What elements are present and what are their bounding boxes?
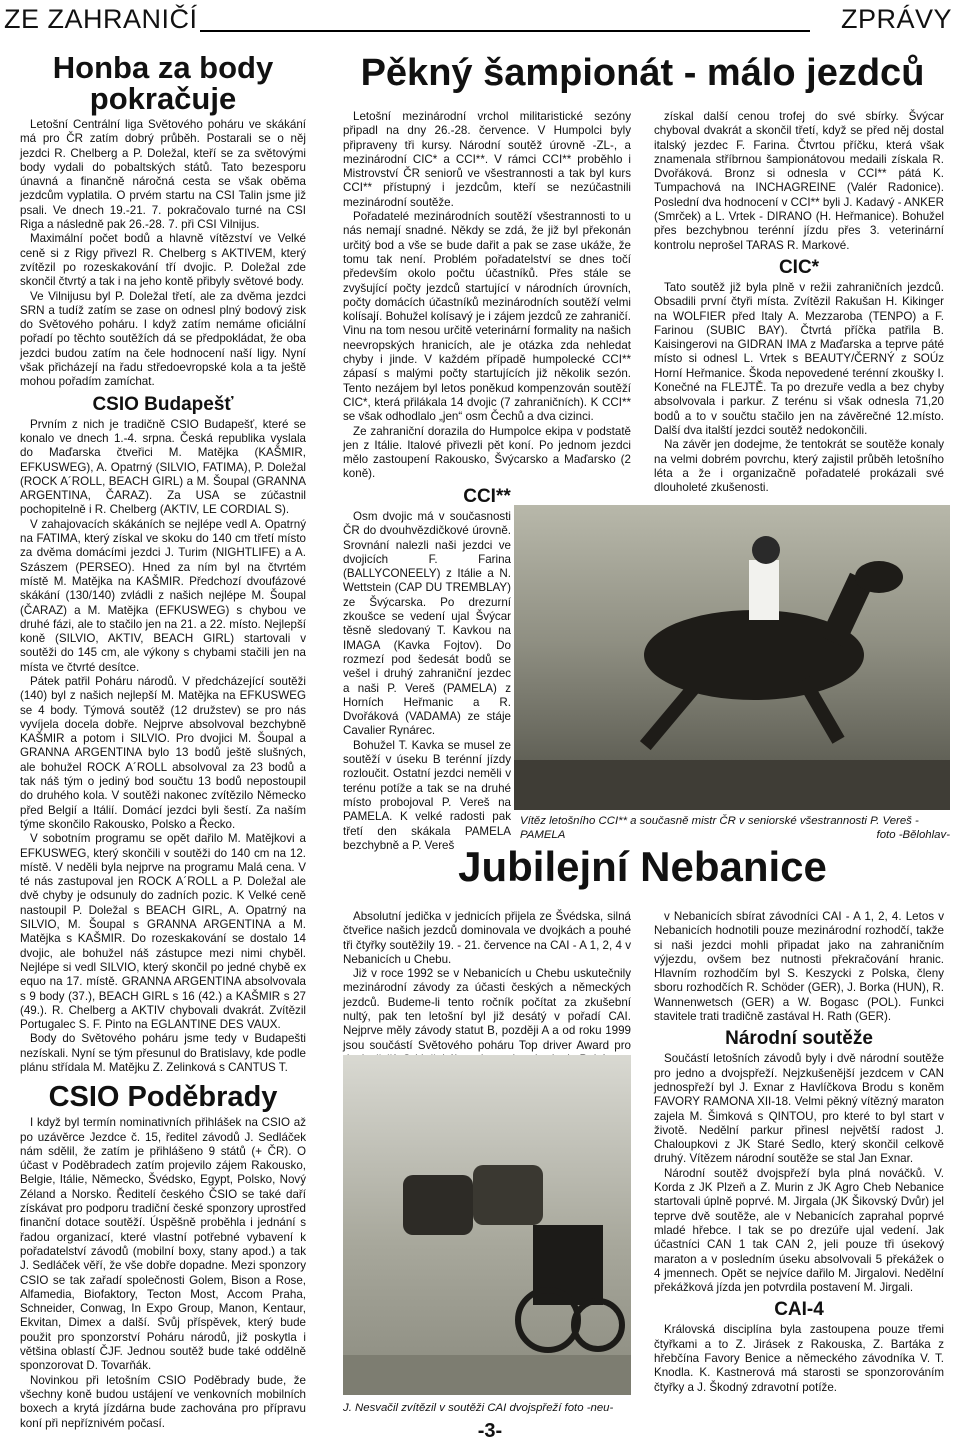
jub-body-2 [654,910,944,1024]
paragraph: Body do Světového poháru jsme tedy v Budapešti nezískali. Nyní se tým přesunul do Bratislavy, kde podle plánu střídala M. Matějku Z. Zelinková s CANTUS T. [20,1032,306,1074]
article-title: Honba za body pokračuje [52,50,274,116]
paragraph: V sobotním programu se opět dařilo M. Matějkovi a EFKUSWEG, který skončili v soutěži do 140 cm na 12. místě. V neděli byla nejprve na programu Malá cena. V té nás zastupoval jen ROCK A´ROLL a P. Doležal ale dvě chyby je odsunuly do zadních pozic. K Velké ceně nastoupil P. Doležal s BEACH GIRL, A. Opatrný na SILVIO, M. Šoupal s GRANNA ARGENTINA a M. Matějka s KAŠMIR. Do rozeskakování se dostalo 14 dvojic, ale bohužel náš zástupce mezi nimi chyběl. Nejlépe si vedl SILVIO, který skončil po jedné chybě ex equo na 17. místě. GRANNA ARGENTINA absolvovala s 9 body (37.), BEACH GIRL s 16 (42.) a KAŠMIR s 27 (49.). R. Chelberg a AKTIV chybovali dvakrát. Zvítězil Portugalec S. F. Pinto na EGLANTINE DES VAUX. [20,832,306,1032]
section-label-right: ZPRÁVY [840,4,952,34]
article-title-podebrady: CSIO Poděbrady [48,1081,278,1114]
paragraph: Ze zahraniční dorazila do Humpolce ekipa v podstatě jen z Itálie. Italové přivezli pět koní. Po jednom jezdci mělo zastoupení Rakousko, Švýcarsko a Maďarsko (2 koně). [343,424,631,481]
paragraph: Letošní mezinárodní vrchol militaristické sezóny připadl na dny 26.-28. července. V Humpolci byly připraveny tři kursy. Národní soutěž úrovně -ZL-, a mezinárodní CIC* a CCI**. V rámci CCI** proběhlo i Mistrovství ČR seniorů ve všestrannosti a tak byl kurs CCI** přístupný i jezdcům, kteří se nezúčastnili mezinárodní soutěže. [343,110,631,209]
subheading-budapest: CSIO Budapešť [92,393,234,415]
paragraph: Na závěr jen dodejme, že tentokrát se soutěže konaly na velmi dobrém povrchu, který zajistil průběh letošního léta a že i organizačně pořadatelé prokázali své dlouholeté zkušenosti. [654,438,944,495]
main-title-wrap [330,52,955,95]
paragraph: získal další cenou trofej do své sbírky. Švýcar chyboval dvakrát a skončil třetí, když se před něj dostal italský jezdec F. Farina. Čtvrtou příčku, která však znamenala stříbrnou šampionátovou medaili získala R. Dvořáková. Bronz si odnesla v CCI** pátá K. Tumpachová na INCHAGREINE (Valér Radonice). Poslední dva hodnocení v CCI** byli J. Kadavý - ANKER (Smrček) a L. Vrtek - DIRANO (H. Heřmanice). Bohužel přes bezchybnou terénní jízdu přes 3. veterinární kontrolu neprošel TARAS R. Markové. [654,110,944,252]
carriage-photo [343,1055,631,1395]
article-body [20,118,306,390]
subheading-narodni: Národní soutěže [725,1028,873,1050]
paragraph: I když byl termín nominativních přihlášek na CSIO až po uzávěrce Jezdce č. 15, ředitel závodů J. Sedláček nám sdělil, že zatím je přihlášeno 9 států (+ ČR). O účast v Poděbradech zatím projevilo zájem Rakousko, Belgie, Itálie, Německo, Švédsko, Egypt, Polsko, Nový Zéland a Norsko. Ředitelí českého ČSIO se také daří získávat pro podporu tradiční české sponzory uprostřed finanční dotace soutěží. Úspěšně proběhla i jednání s řadou organizací, které vlastní potřebné vybavení k pořadatelství závodů (mobilní boxy, stany apod.) a tak J. Sedláček věří, že vše dobře dopadne. Mezi sponzory CSIO se tak zařadí společnosti Golem, Bison a Rose, Alfamedia, Biofaktory, Tecton Most, Accom Praha, Schneider, Conwag, In Expo Group, Manon, Kentaur, Ekvitan, Dimex a další. Svůj příspěvek, který bude použit pro sponzorství Poháru národů, již poskytla i většina oblastí ČJF. Jednou soutěž bude také oddělně sponzorovat D. Tovarňák. [20,1116,306,1373]
paragraph: Pátek patřil Poháru národů. V předcházející soutěži (140) byl z našich nejlepší M. Matějka na EFKUSWEG se 4 body. Týmová soutěž (12 družstev) se pro nás vyvíjela docela dobře. Nejprve absolvoval bezchybně KAŠMIR a potom i SILVIO. Pro dvojici M. Šoupal a GRANNA ARGENTINA bylo 13 bodů ještě slušných, ale bohužel ROCK A´ROLL absolvoval za 23 bodů a tak náš tým o jediný bod součtu 13 bodů nepostoupil do druhého kola. V soutěži nakonec zvítězilo Německo před Belgií a Itálií. Domácí jezdci byli šestí. Za naším týme skončilo Rakousko, Polsko a Řecko. [20,674,306,831]
paragraph: Novinkou při letošním CSIO Poděbrady bude, že všechny koně budou ustájení ve venkovních mobilních boxech a krytá jízdárna bude zachována pro přípravu koní při nepříznivém počasí. [20,1373,306,1430]
cci-column [343,510,511,853]
main-title: Pěkný šampionát - málo jezdců [360,52,925,94]
main-column-2 [654,110,944,495]
horse-jump-photo [514,505,950,810]
jub-title: Jubilejní Nebanice [458,843,827,890]
carriage-photo-caption: J. Nesvačil zvítězil v soutěži CAI dvojspřeží foto -neu- [343,1402,614,1414]
caption-text: Vítěz letošního CCI** a současně mistr ČR v seniorské všestrannosti P. Vereš - PAMELA [520,815,919,841]
section-label-left: ZE ZAHRANIČÍ [4,4,198,34]
main-body-2 [654,110,944,253]
paragraph: Absolutní jedička v jednicích přijela ze Švédska, silná čtveřice našich jezdců dominovala ve dvojkách a pouhé tři čtyřky soutěžily 19. - 21. července na CAI - A 1, 2, 4 v Nebanicích u Chebu. [343,910,631,966]
paragraph: Součástí letošních závodů byly i dvě národní soutěže pro jedno a dvojspřeží. Nejzkušenější jezdcem v CAN jednospřeží byl J. Exnar z Havlíčkova Brodu s koněm FAVORY RAMONA XII-18. Velmi pěkný vítězný maraton zajela M. Šimková s QINTOU, pro které to byl start v životě. Nedělní parkur přinesl největší radost J. Chaloupkovi z JK Staré Sedlo, který skončil celkově druhý. Vítězem národní soutěže se stal Jan Exnar. [654,1052,944,1166]
carriage-illustration [343,1055,631,1395]
main-column-1 [343,110,631,510]
paragraph: Bohužel T. Kavka se musel ze soutěží v úseku B terénní jízdy rozloučit. Ostatní jezdci neměli v terénu potíže a tak se na druhé místo probojoval P. Vereš na PAMELA. K velké radosti pak třetí den skákala PAMELA bezchybně a P. Vereš [343,738,511,852]
paragraph: Letošní Centrální liga Světového poháru ve skákání má pro ČR zatím dobrý průběh. Postarali se o něj jezdci R. Chelberg a P. Doležal, kteří se za světovými body vydali do pobaltských států. Tato bezesporu únavná a finančně náročná cesta se však oběma jezdcům vyplatila. O prvém startu na CSI Talin jsme již psali. Ve dnech 19.-21. 7. pokračovalo turné na CSI Riga a následně pak 26.-28. 7. při CSI Vilnijus. [20,118,306,232]
article-body-podebrady [20,1116,306,1431]
paragraph: Národní soutěž dvojspřeží byla plná nováčků. V. Korda z JK Plzeň a Z. Murin z JK Agro Cheb Nebanice startovali úplně poprvé. M. Jirgala (JK Šikovský Dvůr) jel teprve dvě soutěže, ale v Nebanicích zaprahal poprvé mladé hřebce. I tak se po drezúře ujal vedení. Jak účastníci CAN 1 tak CAN 2, jeli pouze tři úsekový maraton a v posledním úseku absolvovali 5 překážek o 4 jmennech. Opět se nejvíce dařilo M. Jirgalovi. Nedělní překážková jízda jen potvrdila postavení M. Jirgali. [654,1166,944,1295]
main-body [343,110,631,482]
narodni-body [654,1052,944,1295]
page-header [0,0,960,44]
article-body-budapest [20,418,306,1076]
jub-column-2 [654,910,944,1395]
paragraph: Královská disciplína byla zastoupena pouze třemi čtyřkami a to Z. Jirásek z Rakouska, Z. Bartáka z hřebčína Favory Benice a německého závodníka V. T. Knodla. K. Kastnerová má starosti se sponzorováním čtyřky a J. Škodný zdravotní potíže. [654,1323,944,1394]
paragraph: V zahajovacích skákáních se nejlépe vedl A. Opatrný na FATIMA, který získal ve skoku do 140 cm třetí místo za dvěma domácími jezdci J. Turim (NIGHTLIFE) a A. Szászem (PERSEO). Hned za ním byl na čtvrtém místě M. Matějka na KAŠMIR. Předchozí dvoufázové skákání (130/140) zvládli z našich nejlépe M. Šoupal (ČARAZ) a M. Matějka (EFKUSWEG) s chybou ve druhé fázi, ale to stačilo jen na 21. a 22. místo. Nejlepší koně (SILVIO, AKTIV, BEACH GIRL) startovali v soutěži do 145 cm, ale výkony s chybami stačili jen na místa ve čtvrté desítce. [20,517,306,674]
paragraph: Pořadatelé mezinárodních soutěží všestrannosti to u nás nemají snadné. Někdy se zdá, že již byl překonán určitý bod a vše se bude dařit a pak se zase ukáže, že tomu tak není. Problém pořadatelství se dnes točí především okolo počtu účastníků. Přes stále se zvyšující počty jezdců startující v národních úrovních, počty domácích účastníků mezinárodních soutěží velmi kolísají. Bohužel kolísavý je i zájem jezdců ze zahraničí. Vinu na tom nesou určitě veterinární formality na našich neevropských hranicích, ale je otázka zda nehledat chyby i jinde. V každém případě humpolecké CCI** zápasí s malými počty startujících již několik sezón. Tento nezájem byl letos poněkud kompenzován soutěží CIC*, která přilákala 14 dvojic (7 zahraničních). K CCI** se však odhodlalo „jen“ osm Čechů a dva cizinci. [343,210,631,424]
subheading-cci: CCI** [463,485,511,507]
photo-credit: foto -Bělohlav- [876,829,950,841]
cai4-body [654,1323,944,1394]
cic-body [654,281,944,495]
cci-body [343,510,511,853]
paragraph: Ve Vilnijusu byl P. Doležal třetí, ale za dvěma jezdci SRN a tudíž zatím se zase on odnesl plný bodový zisk do Světového poháru. I když zatím nemáme oficiální pořadí po těchto soutěžích dá se předpokládat, že oba jezdci budou zatím na čele hodnocení naší ligy. Nyní však přicházejí na řadu středoevropské kola a ta ještě mohou pořadím zamíchat. [20,289,306,389]
horse-jump-illustration [514,505,950,810]
subheading-cic: CIC* [778,256,820,278]
jub-title-wrap [330,843,955,891]
jub-column-1 [343,910,631,1067]
paragraph: Osm dvojic má v současnosti ČR do dvouhvězdičkové úrovně. Srovnání nalezli naši jezdci ve dvojicích F. Farina (BALLYCONEELY) z Itálie a N. Wettstein (CAP DU TREMBLAY) ze Švýcarska. Po drezurní zkoušce se vedení ujal Švýcar těsně sledovaný T. Kavkou na IMAGA (Kavka Fojtov). Do rozmezí pod šedesát bodů se vešel i druhý zahraniční jezdec a naši P. Vereš (PAMELA) z Horních Heřmanic a R. Dvořáková (VADAMA) ze stáje Cavalier Rynárec. [343,510,511,738]
jub-body [343,910,631,1067]
paragraph: Tato soutěž již byla plně v režii zahraničních jezdců. Obsadili první čtyři místa. Zvítězil Rakušan H. Kikinger na WOLFIER před Italy A. Mezzaroba (TENPO) a F. Farinou (SUBIC BAY). Čtvrtá příčka patřila B. Kaisingerovi na GIDRAN IMA z Maďarska a teprve páté místo si odnesl L. Vrtek s BEAUTY/ČERNÝ z SOÚz Horní Heřmanice. Škoda nepovedené terénní zkoušky I. Konečné na FLEJTĚ. Ta po drezuře vedla a bez chyby absolvovala i parkur. Z terénu si však odnesla 71,20 bodů a to v součtu stačilo jen na závěrečné 12.místo. Další dva italští jezdci soutěž nedokončili. [654,280,944,437]
page-number: -3- [477,1420,503,1442]
horse-photo-caption [520,814,950,842]
paragraph: Maximální počet bodů a hlavně vítězství ve Velké ceně si z Rigy přivezl R. Chelberg s AKTIVEM, který zvítězil po rozeskakování tří dvojic. P. Doležal zde skončil čtvrtý a tak i na jeho kontě přibyly světové body. [20,232,306,289]
paragraph: Prvním z nich je tradičně CSIO Budapešť, které se konalo ve dnech 1.-4. srpna. Česká republika vyslala do Maďarska čtveřici M. Matějka (KAŠMIR, EFKUSWEG), A. Opatrný (SILVIO, FATIMA), P. Doležal (ROCK A´ROLL, BEACH GIRL) a M. Šoupal (GRANNA ARGENTINA, ČARAZ). Za USA se zúčastnil pochopitelně i R. Chelberg (AKTIV, LE CORDIAL S). [20,417,306,517]
subheading-cai4: CAI-4 [774,1299,824,1321]
article-honba [20,52,306,1431]
paragraph: Již v roce 1992 se v Nebanicích u Chebu uskutečnily mezinárodní závody za účasti českých a německých jezdců. Budeme-li tento ročník počítat za zkušební nultý, pak ten letošní byl již desátý v pořadí CAI. Nejprve měly závody statut B, později A a od roku 1999 jsou součástí Světového poháru Top driver Award pro [343,967,631,1052]
paragraph: v Nebanicích sbírat závodníci CAI - A 1, 2, 4. Letos v Nebanicích hodnotili pouze mezinárodní rozhodčí, takže si naši jezdci mohli připadat jako na zahraničním výjezdu, ovšem bez nutnosti překračování hranic. Hlavním rozhodčím byl S. Keszycki z Polska, členy sboru rozhodčích R. Schöder (GER), J. Borka (HUN), R. Wannenwetsch (GER) a W. Bogasc (POL). Funkci stavitele trati tradičně zastával H. Rath (GER). [654,910,944,1024]
header-rule [200,30,810,32]
